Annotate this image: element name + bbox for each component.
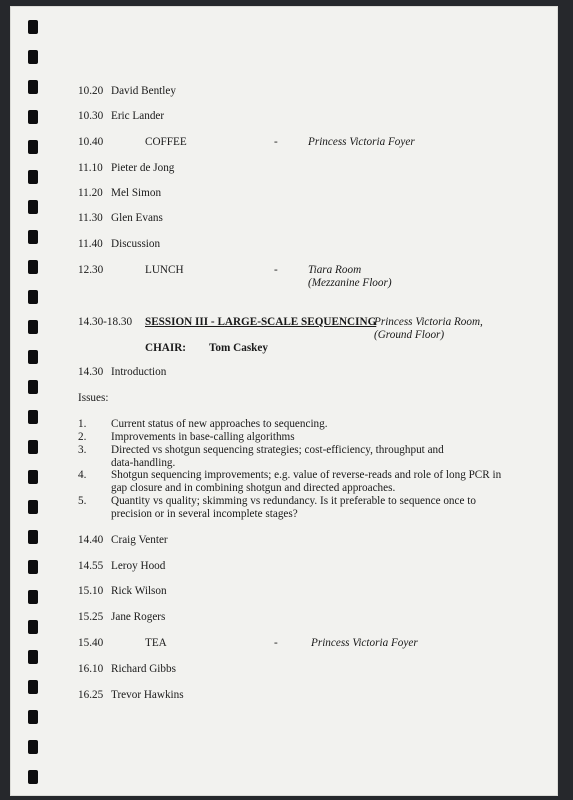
issue-number: 4. (78, 469, 87, 481)
schedule-time: 10.20 (78, 85, 104, 97)
schedule-time: 14.55 (78, 560, 104, 572)
schedule-time: 16.25 (78, 689, 104, 701)
session-location: Princess Victoria Room, (374, 316, 483, 328)
issue-number: 1. (78, 418, 87, 430)
break-location: Princess Victoria Foyer (308, 136, 415, 148)
speaker-name: Craig Venter (111, 534, 168, 546)
separator-dash: - (274, 264, 278, 276)
break-label: COFFEE (145, 136, 187, 148)
separator-dash: - (274, 637, 278, 649)
session-time: 14.30-18.30 (78, 316, 133, 328)
break-label: TEA (145, 637, 167, 649)
schedule-time: 11.30 (78, 212, 103, 224)
speaker-name: Eric Lander (111, 110, 165, 122)
break-time: 12.30 (78, 264, 104, 276)
schedule-time: 11.10 (78, 162, 103, 174)
issue-text: Quantity vs quality; skimming vs redundancy. Is it preferable to sequence once to precision or in several incomplete stages? (111, 495, 476, 520)
schedule-time: 11.20 (78, 187, 103, 199)
chair-label: CHAIR: (145, 342, 187, 354)
issue-number: 3. (78, 444, 87, 456)
speaker-name: Jane Rogers (111, 611, 166, 623)
speaker-name: Introduction (111, 366, 167, 378)
break-time: 10.40 (78, 136, 104, 148)
issue-text: Improvements in base-calling algorithms (111, 431, 295, 443)
schedule-time: 14.40 (78, 534, 104, 546)
session-location-floor: (Ground Floor) (374, 329, 445, 341)
chair-name: Tom Caskey (209, 342, 268, 354)
speaker-name: David Bentley (111, 85, 176, 97)
speaker-name: Leroy Hood (111, 560, 166, 572)
schedule-time: 11.40 (78, 238, 103, 250)
schedule-time: 15.10 (78, 585, 104, 597)
schedule-time: 14.30 (78, 366, 104, 378)
speaker-name: Richard Gibbs (111, 663, 176, 675)
schedule-time: 16.10 (78, 663, 104, 675)
issue-text: Shotgun sequencing improvements; e.g. value of reverse-reads and role of long PCR in gap closure and in combining shotgun and directed approaches. (111, 469, 502, 494)
speaker-name: Pieter de Jong (111, 162, 175, 174)
speaker-name: Mel Simon (111, 187, 162, 199)
issue-number: 2. (78, 431, 87, 443)
schedule-time: 10.30 (78, 110, 104, 122)
break-location-floor: (Mezzanine Floor) (308, 277, 392, 289)
issue-number: 5. (78, 495, 87, 507)
separator-dash: - (274, 136, 278, 148)
break-location: Tiara Room (308, 264, 362, 276)
issue-text: Current status of new approaches to sequencing. (111, 418, 328, 430)
speaker-name: Discussion (111, 238, 161, 250)
speaker-name: Rick Wilson (111, 585, 167, 597)
break-label: LUNCH (145, 264, 184, 276)
issue-text: Directed vs shotgun sequencing strategies; cost-efficiency, throughput and data-handling. (111, 444, 444, 469)
break-time: 15.40 (78, 637, 104, 649)
break-location: Princess Victoria Foyer (311, 637, 418, 649)
schedule-time: 15.25 (78, 611, 104, 623)
session-title: SESSION III - LARGE-SCALE SEQUENCING (145, 316, 377, 328)
speaker-name: Glen Evans (111, 212, 163, 224)
issues-heading: Issues: (78, 392, 109, 404)
speaker-name: Trevor Hawkins (111, 689, 184, 701)
